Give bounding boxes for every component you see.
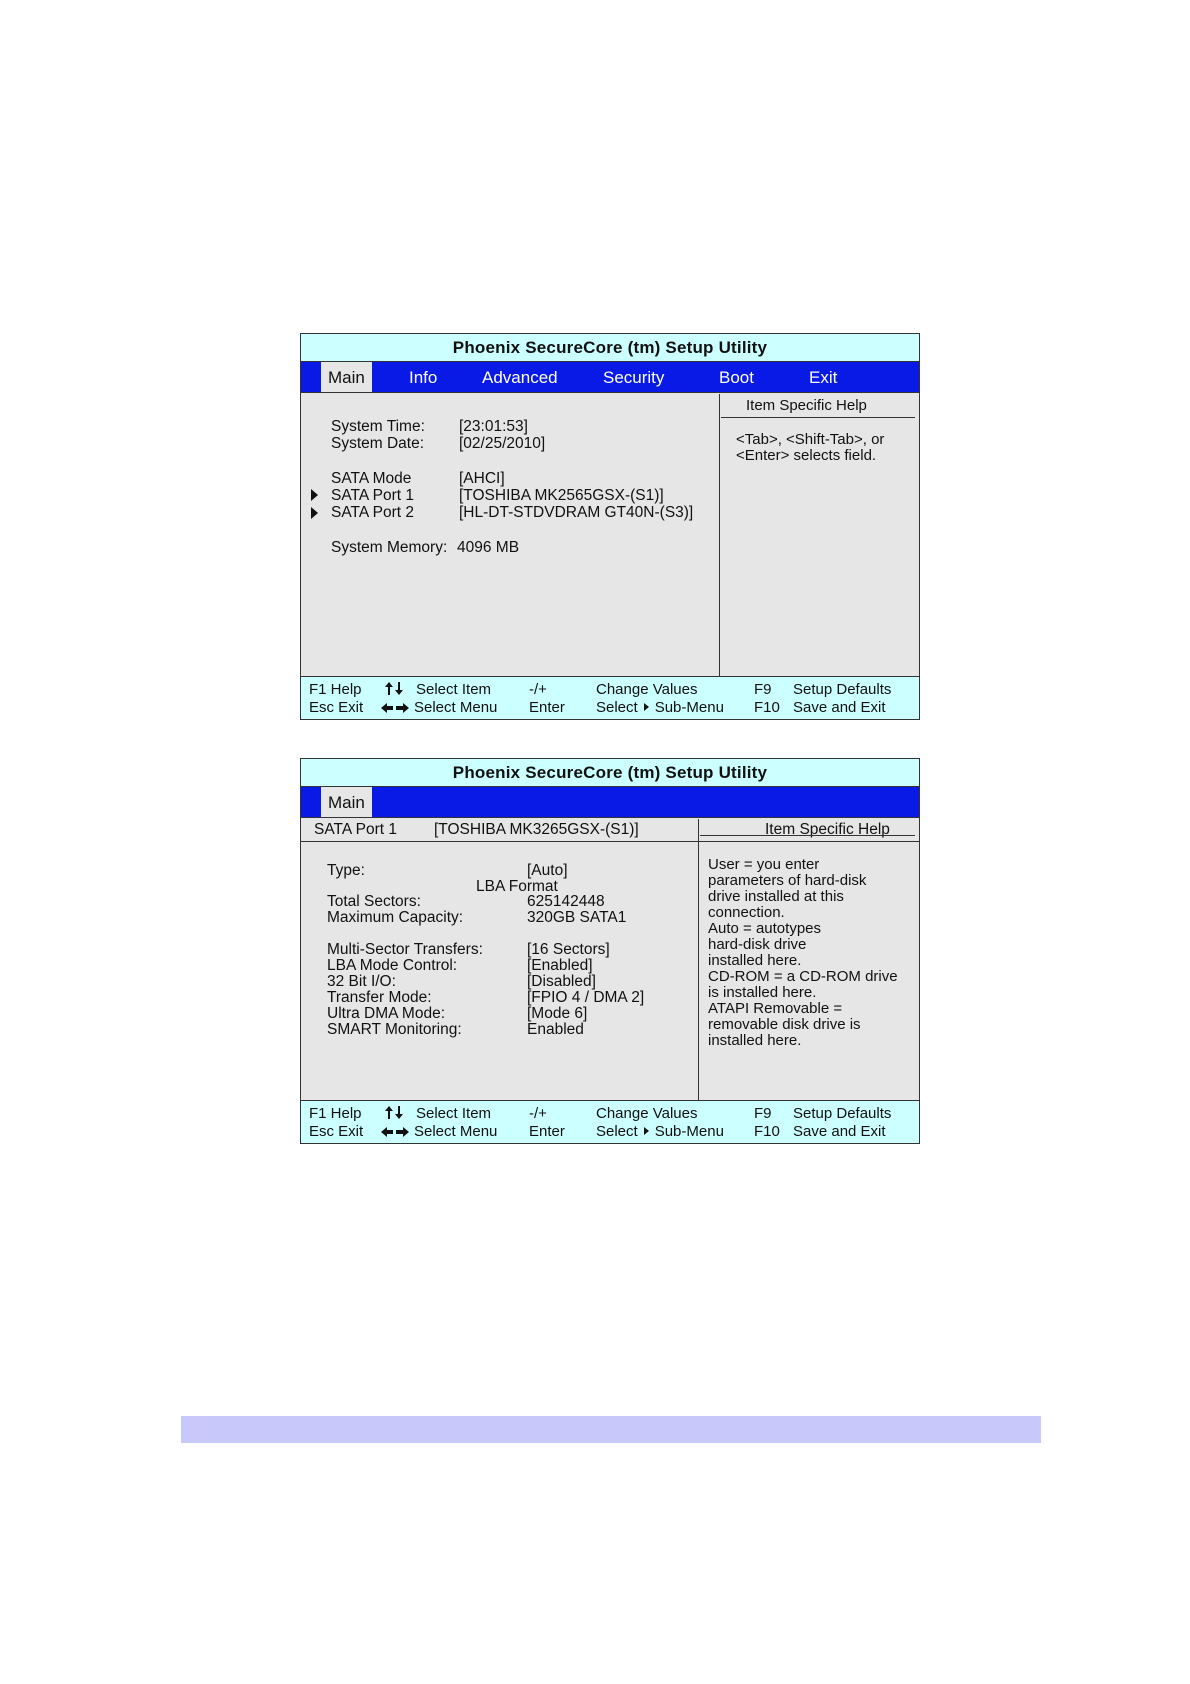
port-value: [TOSHIBA MK3265GSX-(S1)]: [434, 821, 639, 838]
port-label: SATA Port 1: [314, 821, 397, 838]
bios-menubar: [301, 787, 919, 818]
field-label: SATA Port 1: [331, 487, 414, 504]
footer-minus-plus[interactable]: -/+: [529, 681, 547, 698]
bios-title: Phoenix SecureCore (tm) Setup Utility: [301, 759, 919, 787]
menu-tab-advanced[interactable]: Advanced: [482, 368, 558, 387]
footer-select: Select: [596, 699, 638, 716]
field-value: 320GB SATA1: [527, 909, 627, 926]
footer-f9[interactable]: F9: [754, 681, 772, 698]
menu-tab-main[interactable]: Main: [321, 362, 372, 392]
bios-sata-port-screen: [300, 758, 920, 1144]
field-label: Maximum Capacity:: [327, 909, 464, 926]
footer-esc-exit[interactable]: Esc Exit: [309, 699, 364, 716]
field-label: Total Sectors:: [327, 893, 421, 910]
field-value[interactable]: [Disabled]: [527, 973, 596, 990]
help-header: Item Specific Help: [765, 821, 890, 838]
field-value[interactable]: [AHCI]: [459, 470, 505, 487]
footer-select: Select: [596, 1123, 638, 1140]
left-right-arrows-icon: [381, 1127, 409, 1137]
field-label: SATA Mode: [331, 470, 412, 487]
footer-change-values: Change Values: [596, 1105, 698, 1122]
menu-tab-exit[interactable]: Exit: [809, 368, 838, 387]
up-down-arrows-icon: [385, 1106, 403, 1120]
footer-submenu: Sub-Menu: [654, 699, 724, 716]
bios-menubar: [301, 362, 919, 393]
field-value: 4096 MB: [457, 539, 520, 556]
footer-select-submenu: [596, 1123, 724, 1140]
footer-f9[interactable]: F9: [754, 1105, 772, 1122]
footer-select-submenu: [596, 699, 724, 716]
footer-f10[interactable]: F10: [754, 699, 780, 716]
field-label: System Date:: [331, 435, 425, 452]
field-label: Type:: [327, 862, 365, 879]
footer-minus-plus[interactable]: -/+: [529, 1105, 547, 1122]
footer-save-exit: Save and Exit: [793, 1123, 886, 1140]
bios-title: Phoenix SecureCore (tm) Setup Utility: [301, 334, 919, 362]
help-underline: [700, 835, 915, 836]
footer-save-exit: Save and Exit: [793, 699, 886, 716]
up-down-arrows-icon: [385, 682, 403, 696]
help-text: User = you enter parameters of hard-disk drive installed at this connection. Auto = autotypes hard-disk drive installed here. CD-ROM = a CD-ROM drive is installed here. ATAPI Removable = removable disk drive is installed here.: [708, 856, 898, 1049]
submenu-arrow-icon: [311, 489, 318, 501]
footer-f10[interactable]: F10: [754, 1123, 780, 1140]
field-label: Transfer Mode:: [327, 989, 432, 1006]
field-value[interactable]: [02/25/2010]: [459, 435, 546, 452]
field-value[interactable]: [16 Sectors]: [527, 941, 610, 958]
page-footer-bar: [181, 1416, 1041, 1443]
sub-header: [301, 819, 919, 842]
footer-enter[interactable]: Enter: [529, 1123, 565, 1140]
field-label: SMART Monitoring:: [327, 1021, 462, 1038]
left-right-arrows-icon: [381, 703, 409, 713]
footer-esc-exit[interactable]: Esc Exit: [309, 1123, 364, 1140]
lba-format-heading: LBA Format: [476, 878, 558, 895]
footer-submenu: Sub-Menu: [654, 1123, 724, 1140]
field-value[interactable]: [Mode 6]: [527, 1005, 588, 1022]
field-value: 625142448: [527, 893, 605, 910]
help-header: Item Specific Help: [746, 397, 867, 414]
field-label: 32 Bit I/O:: [327, 973, 396, 990]
field-value: Enabled: [527, 1021, 584, 1038]
footer-setup-defaults: Setup Defaults: [793, 1105, 892, 1122]
field-label: LBA Mode Control:: [327, 957, 458, 974]
field-label: System Time:: [331, 418, 425, 435]
field-value[interactable]: [Enabled]: [527, 957, 593, 974]
menu-tab-boot[interactable]: Boot: [719, 368, 754, 387]
help-text: <Tab>, <Shift-Tab>, or <Enter> selects field.: [736, 431, 885, 464]
footer-change-values: Change Values: [596, 681, 698, 698]
help-underline: [721, 417, 915, 418]
menu-tab-info[interactable]: Info: [409, 368, 438, 387]
field-label: System Memory:: [331, 539, 448, 556]
bios-main-screen: [300, 333, 920, 720]
footer-setup-defaults: Setup Defaults: [793, 681, 892, 698]
submenu-arrow-icon: [644, 703, 649, 711]
footer-select-item: Select Item: [416, 1105, 492, 1122]
footer-f1-help[interactable]: F1 Help: [309, 1105, 362, 1122]
field-value[interactable]: [Auto]: [527, 862, 568, 879]
footer-select-menu: Select Menu: [414, 1123, 498, 1140]
field-value: [TOSHIBA MK2565GSX-(S1)]: [459, 487, 664, 504]
field-label: SATA Port 2: [331, 504, 414, 521]
footer-select-item: Select Item: [416, 681, 492, 698]
menu-tab-security[interactable]: Security: [603, 368, 665, 387]
bios-footer: [301, 1100, 919, 1143]
bios-footer: [301, 676, 919, 719]
field-value: [HL-DT-STDVDRAM GT40N-(S3)]: [459, 504, 694, 521]
field-label: Ultra DMA Mode:: [327, 1005, 446, 1022]
field-value[interactable]: [FPIO 4 / DMA 2]: [527, 989, 645, 1006]
field-label: Multi-Sector Transfers:: [327, 941, 483, 958]
submenu-arrow-icon: [311, 507, 318, 519]
footer-select-menu: Select Menu: [414, 699, 498, 716]
field-value[interactable]: [23:01:53]: [459, 418, 528, 435]
submenu-arrow-icon: [644, 1127, 649, 1135]
panel-divider: [698, 819, 699, 1101]
menu-tab-main[interactable]: Main: [321, 787, 372, 817]
footer-enter[interactable]: Enter: [529, 699, 565, 716]
panel-divider: [719, 394, 720, 677]
footer-f1-help[interactable]: F1 Help: [309, 681, 362, 698]
